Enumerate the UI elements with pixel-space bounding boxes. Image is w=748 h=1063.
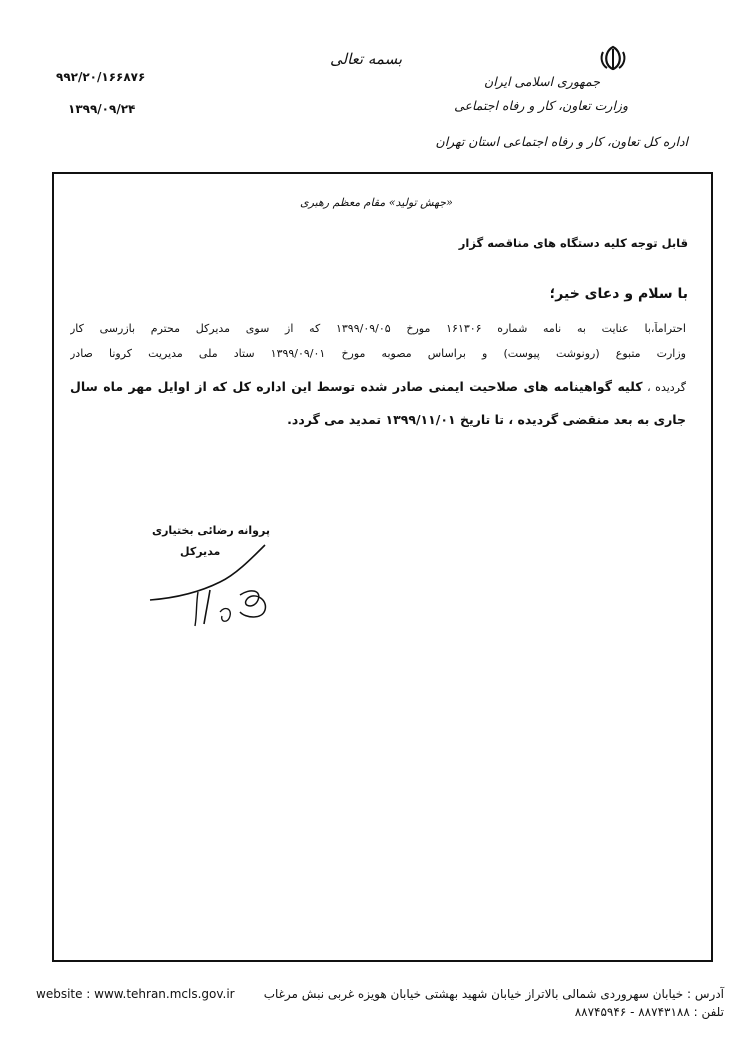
footer-address: آدرس : خیابان سهروردی شمالی بالاتراز خیابان شهید بهشتی خیابان هویزه غربی نبش مرغاب — [263, 987, 724, 1001]
footer-website: website : www.tehran.mcls.gov.ir — [36, 987, 235, 1001]
reference-number: ۹۹۲/۲۰/۱۶۶۸۷۶ — [56, 70, 146, 84]
header-country: جمهوری اسلامی ایران — [484, 74, 600, 89]
attention-line: قابل توجه کلیه دستگاه های مناقصه گزار — [458, 236, 688, 250]
slogan: «جهش تولید» مقام معظم رهبری — [300, 196, 453, 209]
body-line-2: وزارت متبوع (رونوشت پیوست) و براساس مصوبه مورخ ۱۳۹۹/۰۹/۰۱ ستاد ملی مدیریت کرونا صادر — [70, 347, 686, 360]
header-office: اداره کل تعاون، کار و رفاه اجتماعی استان تهران — [435, 134, 688, 149]
header-ministry: وزارت تعاون، کار و رفاه اجتماعی — [454, 98, 628, 113]
greeting: با سلام و دعای خیر؛ — [549, 286, 688, 302]
iran-emblem-icon — [598, 44, 628, 72]
body-line-3-prefix: گردیده ، — [642, 381, 686, 394]
body-line-3-bold: کلیه گواهینامه های صلاحیت ایمنی صادر شده توسط این اداره کل که از اوایل مهر ماه سال — [70, 379, 643, 394]
reference-date: ۱۳۹۹/۰۹/۲۴ — [68, 102, 136, 116]
body-line-4: جاری به بعد منقضی گردیده ، تا تاریخ ۱۳۹۹/۱۱/۰۱ تمدید می گردد. — [287, 412, 686, 427]
body-line-1: احتراماً،با عنایت به نامه شماره ۱۶۱۳۰۶ مورخ ۱۳۹۹/۰۹/۰۵ که از سوی مدیرکل محترم بازرسی کار — [70, 322, 686, 335]
handwritten-signature — [140, 540, 290, 630]
body-line-3 — [70, 379, 686, 394]
signer-name: پروانه رضائی بختیاری — [152, 524, 270, 537]
bismillah: بسمه تعالی — [330, 50, 403, 68]
signer-title: مدیرکل — [180, 545, 221, 558]
footer-phone: تلفن : ۸۸۷۴۳۱۸۸ - ۸۸۷۴۵۹۴۶ — [574, 1005, 724, 1019]
